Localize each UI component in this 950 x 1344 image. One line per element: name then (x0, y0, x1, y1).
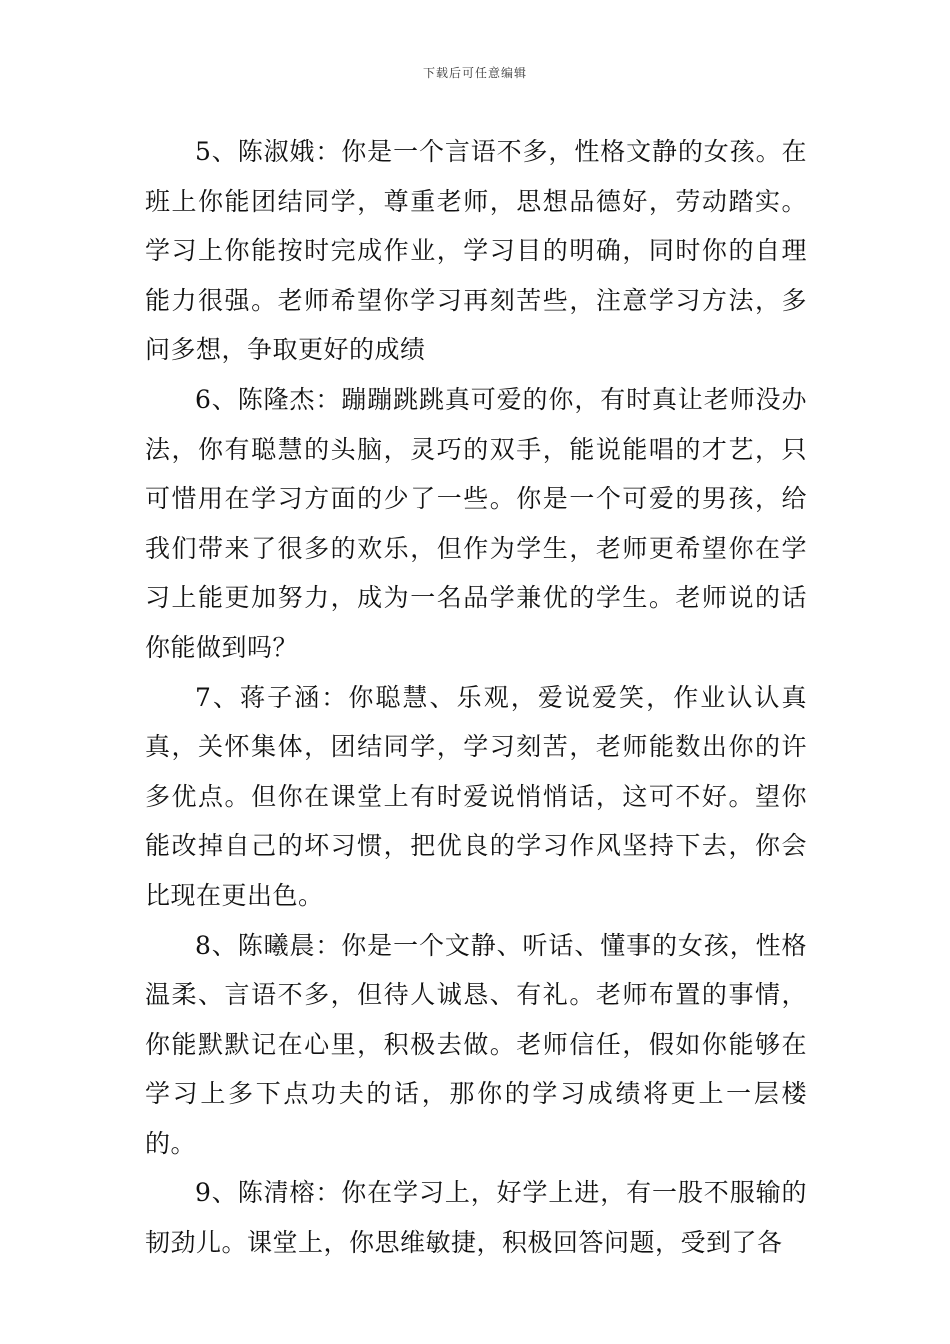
paragraph-7: 7、蒋子涵：你聪慧、乐观，爱说爱笑，作业认认真真，关怀集体，团结同学，学习刻苦，老师能数出你的许多优点。但你在课堂上有时爱说悄悄话，这可不好。望你能改掉自己的坏习惯，把优良的学习作风坚持下去，你会比现在更出色。 (145, 682, 807, 910)
header-note: 下载后可任意编辑 (422, 66, 527, 80)
paragraph-8: 8、陈曦晨：你是一个文静、听话、懂事的女孩，性格温柔、言语不多，但待人诚恳、有礼。老师布置的事情，你能默默记在心里，积极去做。老师信任，假如你能够在学习上多下点功夫的话，那你的学习成绩将更上一层楼的。 (145, 930, 807, 1158)
document-body (145, 127, 807, 1268)
paragraph-5: 5、陈淑娥：你是一个言语不多，性格文静的女孩。在班上你能团结同学，尊重老师，思想品德好，劳动踏实。学习上你能按时完成作业，学习目的明确，同时你的自理能力很强。老师希望你学习再刻苦些，注意学习方法，多问多想，争取更好的成绩 (145, 137, 807, 365)
paragraph-9: 9、陈清榕：你在学习上，好学上进，有一股不服输的韧劲儿。课堂上，你思维敏捷，积极回答问题，受到了各 (145, 1178, 807, 1258)
paragraph-6: 6、陈隆杰：蹦蹦跳跳真可爱的你，有时真让老师没办法，你有聪慧的头脑，灵巧的双手，能说能唱的才艺，只可惜用在学习方面的少了一些。你是一个可爱的男孩，给我们带来了很多的欢乐，但作为学生，老师更希望你在学习上能更加努力，成为一名品学兼优的学生。老师说的话你能做到吗？ (145, 384, 807, 662)
